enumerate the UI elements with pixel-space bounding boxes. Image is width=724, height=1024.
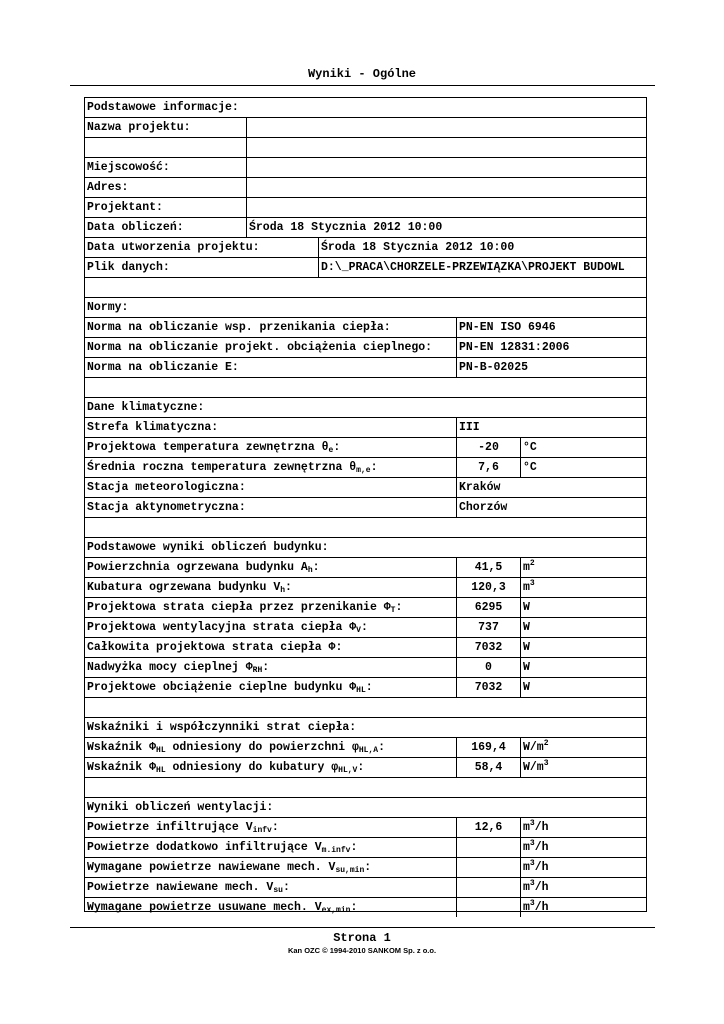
indicator-label: Wskaźnik $\Phi_{HL}$ odniesiony do powierzchni $\varphi_{HL,A}$: [87,741,385,755]
building-unit: W [520,618,646,637]
zone-label: Strefa klimatyczna: [87,421,219,434]
section-header-norms: Normy: [87,301,129,314]
spacer-row [85,378,646,398]
building-value: 41,5 [456,558,520,577]
table-row [85,178,646,198]
calc-date-value: Środa 18 Stycznia 2012 10:00 [246,218,646,237]
address-value [246,178,646,197]
ventilation-unit: $m^3/h$ [520,818,646,837]
ventilation-value: 12,6 [456,818,520,837]
table-row [85,538,646,558]
building-label: Projektowa strata ciepła przez przenikanie $\Phi_T$: [87,601,403,615]
norm-label: Norma na obliczanie E: [87,361,239,374]
ventilation-label: Wymagane powietrze usuwane mech. $V_{ex,min}$: [87,901,358,915]
table-row [85,718,646,738]
table-row [85,438,646,458]
designer-value [246,198,646,217]
ventilation-value [456,838,520,857]
table-row [85,478,646,498]
table-row [85,878,646,898]
empty-cell [85,138,246,157]
norm-label: Norma na obliczanie projekt. obciążenia cieplnego: [87,341,433,354]
table-row [85,638,646,658]
mean-temp-unit: °C [520,458,646,477]
met-station-value: Kraków [456,478,646,497]
ventilation-unit: $m^3/h$ [520,858,646,877]
building-label: Nadwyżka mocy cieplnej $\Phi_{RH}$: [87,661,270,675]
design-temp-value: -20 [456,438,520,457]
section-header-climate: Dane klimatyczne: [87,401,205,414]
ventilation-value [456,878,520,897]
table-row [85,838,646,858]
results-table [84,97,647,915]
table-row [85,298,646,318]
table-row [85,118,646,138]
table-row [85,98,646,118]
city-value [246,158,646,177]
table-row [85,398,646,418]
header-rule [70,85,655,86]
ventilation-label: Powietrze dodatkowo infiltrujące $V_{m.infv}$: [87,841,358,855]
ventilation-value [456,898,520,917]
section-header-indicators: Wskaźniki i współczynniki strat ciepła: [87,721,357,734]
page-number: Strona 1 [333,931,391,945]
indicator-unit: $W/m^2$ [520,738,646,757]
section-header-basic: Podstawowe informacje: [87,101,239,114]
table-row [85,798,646,818]
section-header-ventilation: Wyniki obliczeń wentylacji: [87,801,274,814]
building-label: Kubatura ogrzewana budynku $V_h$: [87,581,292,595]
building-value: 7032 [456,638,520,657]
norm-value: PN-B-02025 [456,358,646,377]
empty-cell [246,138,646,157]
created-date-value: Środa 18 Stycznia 2012 10:00 [318,238,646,257]
norm-label: Norma na obliczanie wsp. przenikania ciepła: [87,321,391,334]
table-row [85,258,646,278]
design-temp-unit: °C [520,438,646,457]
table-row [85,198,646,218]
table-row [85,358,646,378]
table-row [85,418,646,438]
building-value: 6295 [456,598,520,617]
indicator-value: 58,4 [456,758,520,777]
building-unit: W [520,678,646,697]
table-row [85,158,646,178]
table-row [85,558,646,578]
table-row [85,458,646,478]
ventilation-unit: $m^3/h$ [520,898,646,917]
act-station-value: Chorzów [456,498,646,517]
page-title: Wyniki - Ogólne [307,67,417,81]
act-station-label: Stacja aktynometryczna: [87,501,246,514]
table-row [85,338,646,358]
section-header-building: Podstawowe wyniki obliczeń budynku: [87,541,329,554]
ventilation-label: Wymagane powietrze nawiewane mech. $V_{su,min}$: [87,861,372,875]
norm-value: PN-EN ISO 6946 [456,318,646,337]
ventilation-unit: $m^3/h$ [520,878,646,897]
copyright: Kan OZC © 1994-2010 SANKOM Sp. z o.o. [287,946,437,955]
design-temp-label: Projektowa temperatura zewnętrzna $\theta_e$: [87,441,341,455]
building-unit: W [520,638,646,657]
table-row [85,318,646,338]
table-row [85,578,646,598]
designer-label: Projektant: [87,201,163,214]
table-row [85,858,646,878]
building-label: Powierzchnia ogrzewana budynku $A_h$: [87,561,320,575]
spacer-row [85,518,646,538]
table-row [85,238,646,258]
indicator-unit: $W/m^3$ [520,758,646,777]
ventilation-label: Powietrze infiltrujące $V_{infv}$: [87,821,279,835]
table-row [85,598,646,618]
table-row [85,678,646,698]
address-label: Adres: [87,181,129,194]
table-row [85,758,646,778]
table-row [85,138,646,158]
ventilation-unit: $m^3/h$ [520,838,646,857]
building-value: 0 [456,658,520,677]
indicator-label: Wskaźnik $\Phi_{HL}$ odniesiony do kubatury $\varphi_{HL,V}$: [87,761,365,775]
file-value: D:\_PRACA\CHORZELE-PRZEWIĄZKA\PROJEKT BUDOWL [318,258,646,277]
building-label: Projektowa wentylacyjna strata ciepła $\Phi_V$: [87,621,368,635]
building-unit: W [520,598,646,617]
table-row [85,218,646,238]
spacer-row [85,278,646,298]
building-value: 737 [456,618,520,637]
zone-value: III [456,418,646,437]
ventilation-label: Powietrze nawiewane mech. $V_{su}$: [87,881,290,895]
project-name-value [246,118,646,137]
table-row [85,498,646,518]
table-row [85,898,646,918]
table-row [85,738,646,758]
table-row [85,818,646,838]
met-station-label: Stacja meteorologiczna: [87,481,246,494]
spacer-row [85,778,646,798]
file-label: Plik danych: [87,261,170,274]
indicator-value: 169,4 [456,738,520,757]
mean-temp-label: Średnia roczna temperatura zewnętrzna $\theta_{m,e}$: [87,461,378,475]
building-value: 7032 [456,678,520,697]
spacer-row [85,698,646,718]
table-row [85,618,646,638]
mean-temp-value: 7,6 [456,458,520,477]
table-row [85,658,646,678]
building-value: 120,3 [456,578,520,597]
building-unit: $m^3$ [520,578,646,597]
calc-date-label: Data obliczeń: [87,221,184,234]
ventilation-value [456,858,520,877]
building-label: Całkowita projektowa strata ciepła Φ: [87,641,343,654]
building-unit: $m^2$ [520,558,646,577]
city-label: Miejscowość: [87,161,170,174]
project-name-label: Nazwa projektu: [87,121,191,134]
created-date-label: Data utworzenia projektu: [87,241,260,254]
building-label: Projektowe obciążenie cieplne budynku $\Phi_{HL}$: [87,681,373,695]
footer-rule [70,927,655,928]
norm-value: PN-EN 12831:2006 [456,338,646,357]
building-unit: W [520,658,646,677]
